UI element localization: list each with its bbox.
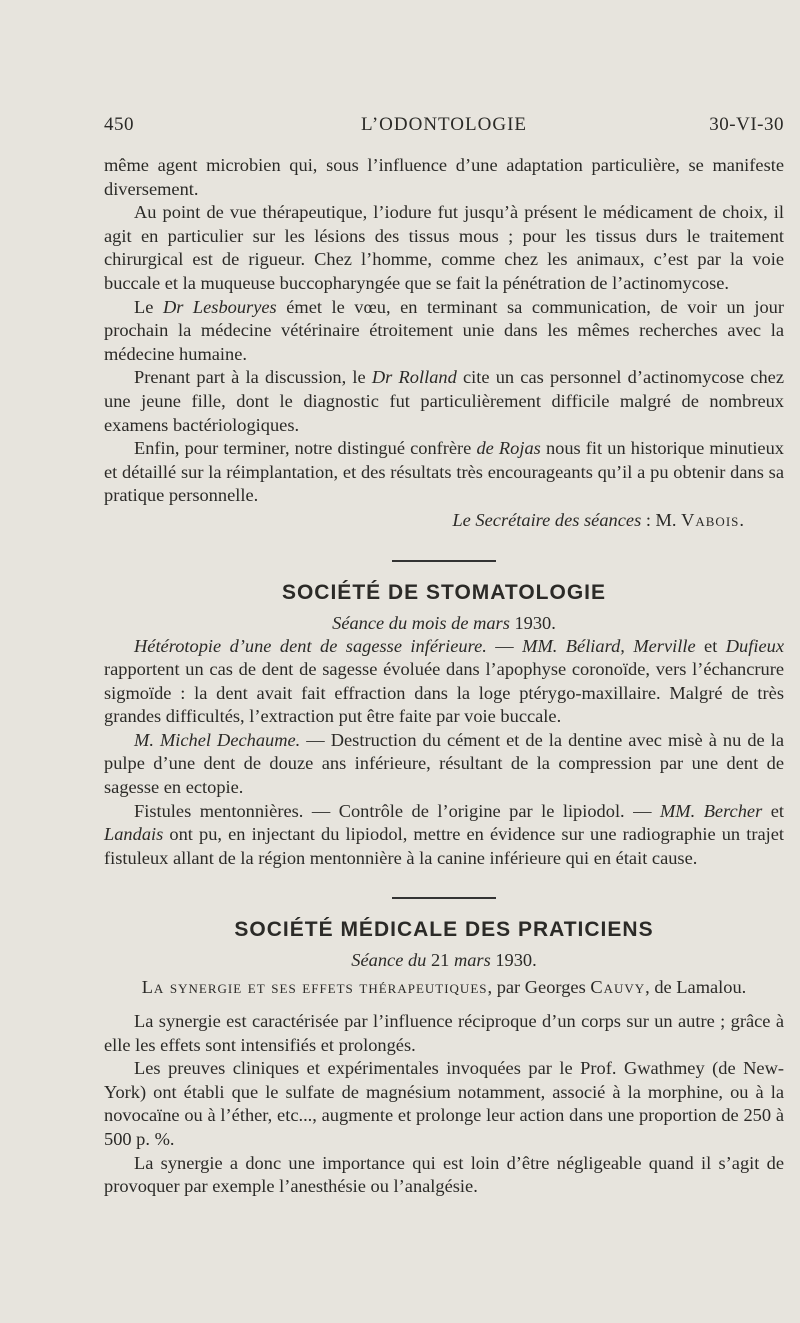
running-title: L’ODONTOLOGIE: [360, 114, 528, 135]
article-body: [104, 154, 784, 1199]
section-title: SOCIÉTÉ MÉDICALE DES PRATICIENS: [234, 918, 654, 942]
page-header: [104, 114, 784, 140]
issue-date: 30-VI-30: [709, 114, 784, 135]
paragraph: M. Michel Dechaume. — Destruction du cément et de la dentine avec misè à nu de la pulpe d’une dent de douze ans inférieure, résultant de la compression par une dent de sagesse en ectopie.: [104, 729, 785, 798]
section-divider: [392, 560, 496, 562]
paragraph: Au point de vue thérapeutique, l’iodure fut jusqu’à présent le médicament de choix, il agit en particulier sur les lésions des tissus mous ; pour les tissus durs le traitement chirurgical est de rigueur. Chez l’homme, comme chez les animaux, c’est par la voie buccale et la muqueuse buccopharyngée que se fait la pénétration de l’actinomycose.: [104, 202, 784, 293]
speaker-name: Dr Rolland: [371, 367, 457, 388]
session-date: Séance du mois de mars 1930.: [332, 612, 556, 633]
paragraph: La synergie est caractérisée par l’influence réciproque d’un corps sur un autre ; grâce à elle les effets sont intensifiés et prolongés.: [104, 1011, 784, 1055]
paragraph: même agent microbien qui, sous l’influence d’une adaptation particulière, se manifeste diversement.: [104, 155, 784, 199]
paragraph: Le Dr Lesbouryes émet le vœu, en terminant sa communication, de voir un jour prochain la médecine vétérinaire étroitement unie dans les mêmes recherches avec la médecine humaine.: [104, 296, 784, 364]
signature: Le Secrétaire des séances : M. Vabois.: [452, 509, 744, 530]
paragraph: Les preuves cliniques et expérimentales invoquées par le Prof. Gwathmey (de New-York) ont établi que le sulfate de magnésium notamment, associé à la morphine, ou à la novocaïne ou à l’éther, etc..., augmente et prolonge leur action dans une proportion de 250 à 500 p. %.: [104, 1058, 784, 1149]
session-date: Séance du 21 mars 1930.: [351, 950, 537, 971]
paragraph: Hétérotopie d’une dent de sagesse inférieure. — MM. Béliard, Merville et Dufieux rapportent un cas de dent de sagesse évoluée dans l’apophyse coronoïde, vers l’échancrure sigmoïde : la dent avait fait effraction dans la loge ptérygo-maxillaire. Malgré de très grandes difficultés, l’extraction put être faite par voie buccale.: [104, 635, 784, 727]
section-title: SOCIÉTÉ DE STOMATOLOGIE: [281, 580, 607, 604]
section-divider: [392, 897, 496, 899]
article-title: La synergie et ses effets thérapeutiques, par Georges Cauvy, de Lamalou.: [141, 977, 747, 998]
page-number: 450: [104, 114, 134, 135]
speaker-name: Dr Lesbouryes: [162, 296, 277, 317]
paragraph: La synergie a donc une importance qui est loin d’être négligeable quand il s’agit de provoquer par exemple l’anesthésie ou l’analgésie.: [104, 1152, 784, 1197]
speaker-name: de Rojas: [476, 438, 541, 459]
paragraph: Enfin, pour terminer, notre distingué confrère de Rojas nous fit un historique minutieux et détaillé sur la réimplantation, et des résultats très encourageants qu’il a pu obtenir dans sa pratique personnelle.: [104, 438, 784, 506]
paragraph: Fistules mentonnières. — Contrôle de l’origine par le lipiodol. — MM. Bercher et Landais ont pu, en injectant du lipiodol, mettre en évidence sur une radiographie un trajet fistuleux allant de la région mentonnière à la canine inférieure qui en était cause.: [104, 800, 784, 868]
paragraph: Prenant part à la discussion, le Dr Rolland cite un cas personnel d’actinomycose chez une jeune fille, dont le diagnostic fut particulièrement difficile malgré de nombreux examens bactériologiques.: [104, 367, 784, 435]
